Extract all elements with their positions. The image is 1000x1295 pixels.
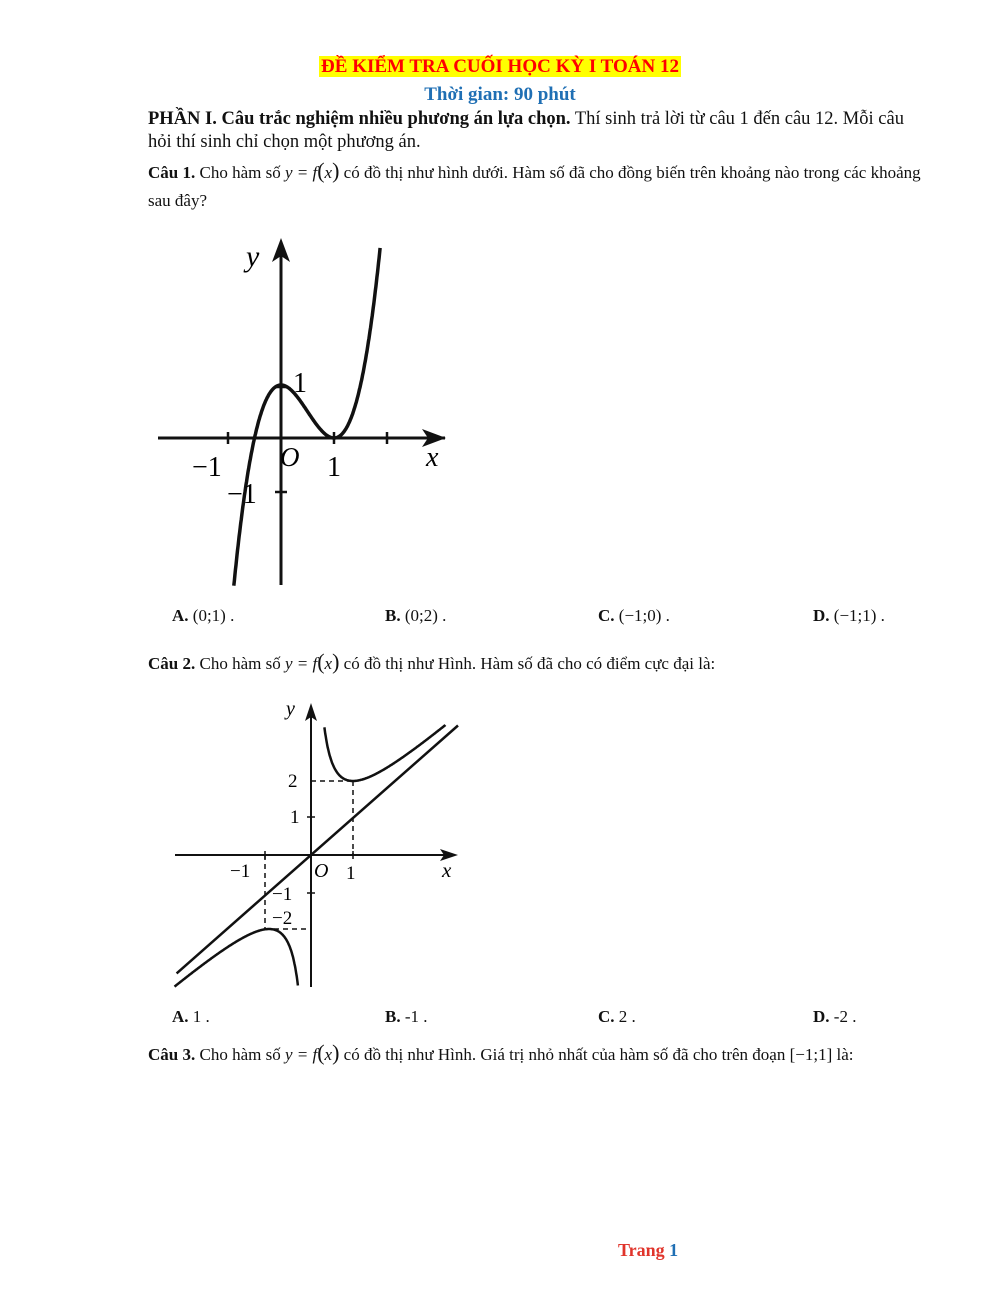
x-label: x xyxy=(442,858,452,882)
question-1-option-b[interactable]: B. (0;2) . xyxy=(385,606,447,625)
question-2-option-d[interactable]: D. -2 . xyxy=(813,1007,857,1026)
question-2-text: Câu 2. Cho hàm số y = f(x) có đồ thị như Hình. Hàm số đã cho có điểm cực đại là: xyxy=(148,649,716,674)
y-label: y xyxy=(286,698,295,720)
exam-duration: Thời gian: 90 phút xyxy=(424,84,576,105)
tick-label-y-1: 1 xyxy=(290,807,300,828)
section-intro xyxy=(148,108,918,154)
question-3-text: Câu 3. Cho hàm số y = f(x) có đồ thị như Hình. Giá trị nhỏ nhất của hàm số đã cho trên đoạn [−1;1] là: xyxy=(148,1040,854,1065)
page-footer: Trang 1 xyxy=(618,1240,679,1260)
tick-label-y-1: 1 xyxy=(293,368,307,399)
tick-label-y-neg1: −1 xyxy=(227,479,257,510)
tick-label-y-neg2: −2 xyxy=(272,908,293,929)
y-label: y xyxy=(246,240,260,273)
question-1-text: Câu 1. Cho hàm số y = f(x) có đồ thị như hình dưới. Hàm số đã cho đồng biến trên khoảng nào trong các khoảng sau đây? xyxy=(148,158,921,210)
question-1-graph xyxy=(150,230,460,590)
oblique-asymptote xyxy=(177,726,458,974)
exam-title: ĐỀ KIỂM TRA CUỐI HỌC KỲ I TOÁN 12 xyxy=(321,56,679,77)
origin-label: O xyxy=(314,860,329,882)
tick-label-y-2: 2 xyxy=(288,771,298,792)
section-heading: PHẦN I. Câu trắc nghiệm nhiều phương án lựa chọn. xyxy=(148,109,571,129)
origin-label: O xyxy=(280,442,300,472)
question-1-option-a[interactable]: A. (0;1) . xyxy=(172,606,235,625)
function-curve xyxy=(234,248,380,586)
x-label: x xyxy=(426,442,439,473)
tick-label-x-neg1: −1 xyxy=(230,861,251,882)
tick-label-x-1: 1 xyxy=(327,452,341,483)
section-instruction: Thí sinh trả lời từ câu 1 đến câu 12. Mỗi câu hỏi thí sinh chỉ chọn một phương án. xyxy=(148,109,904,152)
question-2-option-b[interactable]: B. -1 . xyxy=(385,1007,428,1026)
question-1-label: Câu 1. xyxy=(148,163,196,182)
question-2-option-c[interactable]: C. 2 . xyxy=(598,1007,636,1026)
question-2-label: Câu 2. xyxy=(148,654,196,673)
question-1-option-c[interactable]: C. (−1;0) . xyxy=(598,606,670,625)
tick-label-x-1: 1 xyxy=(346,863,356,884)
tick-label-y-neg1: −1 xyxy=(272,884,293,905)
question-1-option-d[interactable]: D. (−1;1) . xyxy=(813,606,885,625)
question-2-graph xyxy=(150,695,470,995)
tick-label-x-neg1: −1 xyxy=(192,452,222,483)
question-2-option-a[interactable]: A. 1 . xyxy=(172,1007,210,1026)
question-3-label: Câu 3. xyxy=(148,1045,196,1064)
question-3-interval: [−1;1] xyxy=(789,1045,833,1064)
